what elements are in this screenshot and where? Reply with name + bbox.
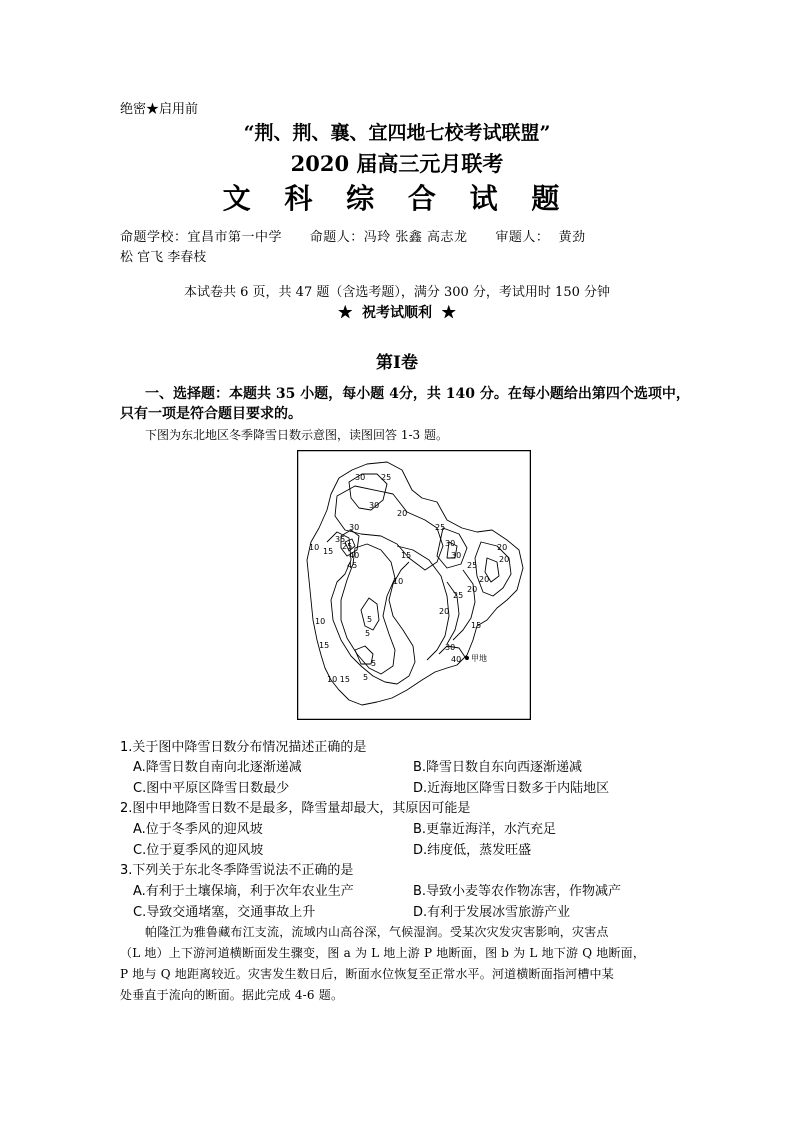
map-label: 5: [365, 629, 371, 638]
question-1-option-d: D.近海地区降雪日数多于内陆地区: [413, 781, 610, 796]
map-label: 20: [439, 607, 450, 616]
passage-line-1: 帕隆江为雅鲁藏布江支流，流域内山高谷深，气候湿润。受某次灾发灾害影响，灾害点: [145, 925, 609, 939]
map-label: 20: [397, 509, 408, 518]
question-2-option-a: A.位于冬季风的迎风坡: [133, 822, 263, 837]
question-1-stem: 1.关于图中降雪日数分布情况描述正确的是: [120, 740, 367, 755]
authors-line-2: 松 官飞 李春枝: [120, 250, 207, 265]
map-label: 30: [349, 523, 360, 532]
section-heading-line-1: 一、选择题：本题共 35 小题，每小题 4分，共 140 分。在每小题给出第四个选项中，: [145, 386, 690, 402]
secret-label: 绝密★启用前: [120, 102, 199, 117]
map-label: 30: [445, 643, 456, 652]
question-3-option-c: C.导致交通堵塞，交通事故上升: [133, 905, 316, 920]
map-label: 25: [453, 591, 464, 600]
authors-line-1: 命题学校：宜昌市第一中学 命题人：冯玲 张鑫 高志龙 审题人： 黄劲: [120, 230, 586, 245]
map-label: 15: [319, 641, 330, 650]
subject-title: 文 科 综 合 试 题: [222, 182, 572, 215]
map-label: 20: [467, 585, 478, 594]
question-1-option-a: A.降雪日数自南向北逐渐递减: [133, 760, 302, 775]
map-label: 40: [349, 551, 360, 560]
question-2-option-b: B.更靠近海洋，水汽充足: [413, 822, 557, 837]
map-label: 30: [451, 551, 462, 560]
map-label: 5: [367, 615, 373, 624]
exam-info: 本试卷共 6 页，共 47 题（含选考题），满分 300 分，考试用时 150 分钟: [184, 285, 610, 300]
map-label: 30: [355, 473, 366, 482]
volume-heading: 第Ⅰ卷: [376, 353, 418, 373]
passage-line-4: 处垂直于流向的断面。据此完成 4-6 题。: [120, 988, 344, 1002]
alliance-title: “荆、荆、襄、宜四地七校考试联盟”: [243, 122, 551, 144]
section-heading-line-2: 只有一项是符合题目要求的。: [120, 406, 302, 422]
map-label: 25: [342, 542, 353, 551]
question-3-option-d: D.有利于发展冰雪旅游产业: [413, 905, 571, 920]
map-label: 45: [347, 561, 358, 570]
map-label: 10: [315, 617, 326, 626]
map-label: 30: [445, 539, 456, 548]
exam-title: 2020 届高三元月联考: [290, 151, 504, 176]
map-label: 15: [401, 551, 412, 560]
map-label: 5: [363, 673, 369, 682]
map-label: 10: [309, 543, 320, 552]
map-label: 10: [393, 577, 404, 586]
passage-line-2: （L 地）上下游河道横断面发生骤变，图 a 为 L 地上游 P 地断面，图 b 为 L 地下游 Q 地断面，: [120, 946, 646, 960]
jia-label: 甲地: [471, 654, 487, 663]
map-label: 40: [451, 655, 462, 664]
question-2-option-d: D.纬度低，蒸发旺盛: [413, 843, 532, 858]
map-label: 20: [499, 555, 510, 564]
question-1-option-b: B.降雪日数自东向西逐渐递减: [413, 760, 583, 775]
good-luck-line: ★ 祝考试顺利 ★: [338, 305, 456, 321]
question-1-option-c: C.图中平原区降雪日数最少: [133, 781, 290, 796]
question-2-option-c: C.位于夏季风的迎风坡: [133, 843, 264, 858]
passage-line-3: P 地与 Q 地距离较近。灾害发生数日后，断面水位恢复至正常水平。河道横断面指河槽中某: [120, 967, 614, 981]
snow-days-map: [297, 450, 531, 720]
map-label: 30: [369, 501, 380, 510]
map-label: 20: [497, 543, 508, 552]
map-label: 25: [435, 523, 446, 532]
map-label: 10 15: [327, 675, 350, 684]
question-2-stem: 2.图中甲地降雪日数不是最多，降雪量却最大，其原因可能是: [120, 801, 471, 816]
map-intro: 下图为东北地区冬季降雪日数示意图，读图回答 1-3 题。: [145, 428, 448, 442]
jia-location-dot: [465, 656, 469, 660]
map-label: 20: [479, 575, 490, 584]
question-3-stem: 3.下列关于东北冬季降雪说法不正确的是: [120, 863, 354, 878]
question-3-option-b: B.导致小麦等农作物冻害，作物减产: [413, 884, 622, 899]
map-label: 35: [335, 535, 346, 544]
map-label: 15: [471, 621, 482, 630]
map-label: 25: [381, 473, 392, 482]
map-label: 25: [467, 561, 478, 570]
map-label: 15: [323, 547, 334, 556]
map-label: 5: [371, 659, 377, 668]
question-3-option-a: A.有利于土壤保墒，利于次年农业生产: [133, 884, 354, 899]
